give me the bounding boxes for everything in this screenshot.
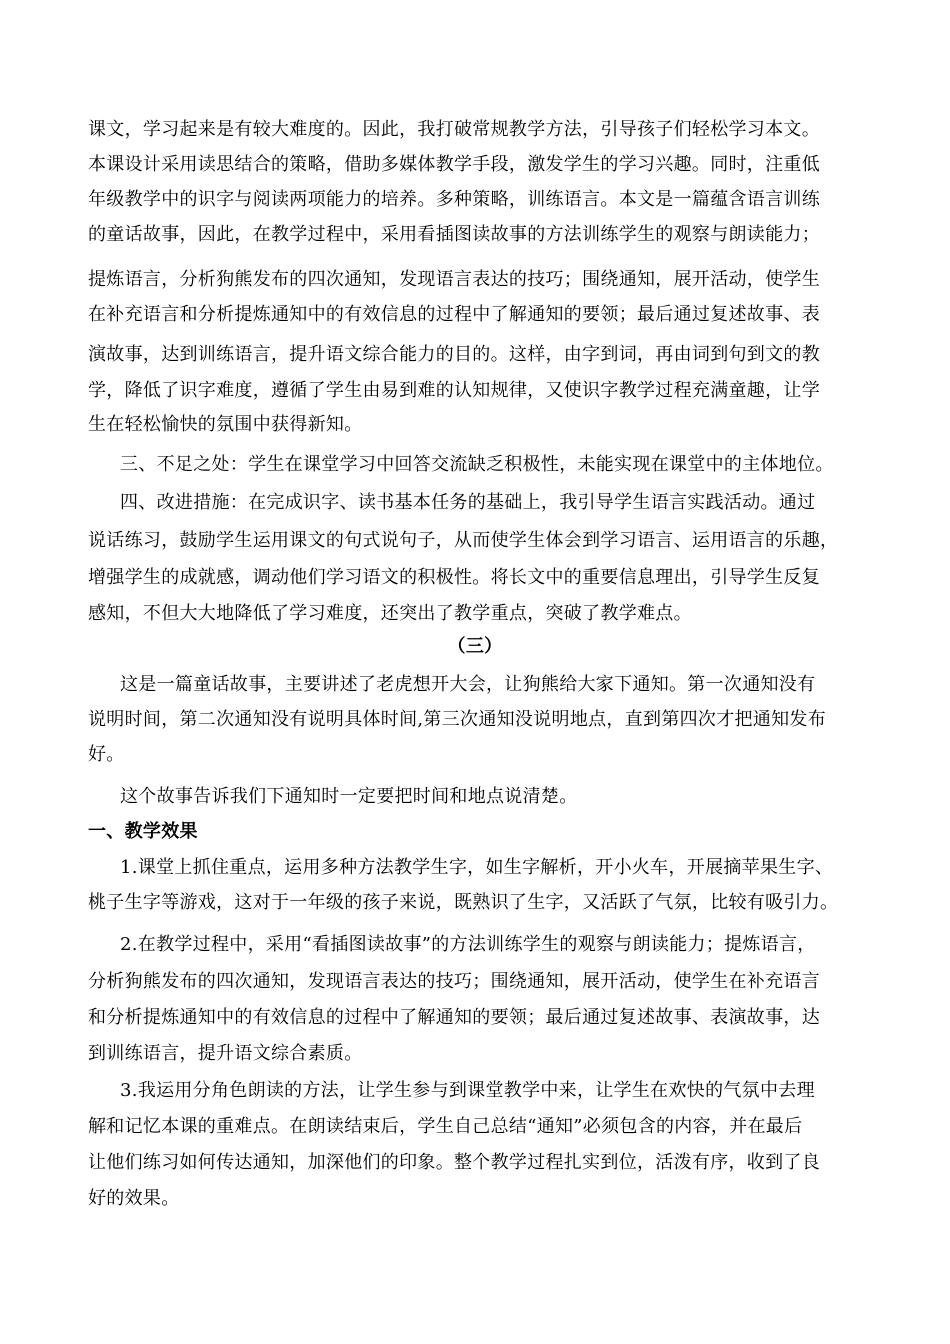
list-item-line: 1.课堂上抓住重点，运用多种方法教学生字，如生字解析，开小火车，开展摘苹果生字、 — [120, 857, 834, 878]
paragraph-line: 增强学生的成就感，调动他们学习语文的积极性。将长文中的重要信息理出，引导学生反复 — [88, 567, 820, 588]
paragraph-line: 说话练习，鼓励学生运用课文的句式说句子，从而使学生体会到学习语言、运用语言的乐趣， — [88, 530, 839, 551]
paragraph-line: 课文，学习起来是有较大难度的。因此，我打破常规教学方法，引导孩子们轻松学习本文。 — [88, 119, 820, 140]
paragraph-line: 学，降低了识字难度，遵循了学生由易到难的认知规律，又使识字教学过程充满童趣，让学 — [88, 380, 820, 401]
paragraph-line: 好。 — [88, 744, 125, 765]
list-item-line: 3.我运用分角色朗读的方法，让学生参与到课堂教学中来，让学生在欢快的气氛中去理 — [120, 1080, 815, 1101]
paragraph-line: 说明时间，第二次通知没有说明具体时间,第三次通知没说明地点，直到第四次才把通知发布 — [88, 709, 827, 730]
paragraph-line: 在补充语言和分析提炼通知中的有效信息的过程中了解通知的要领；最后通过复述故事、表 — [88, 304, 820, 325]
section-heading-teaching-effect: 一、教学效果 — [88, 821, 198, 842]
paragraph-line: 这个故事告诉我们下通知时一定要把时间和地点说清楚。 — [120, 786, 578, 807]
list-item-line: 桃子生字等游戏，这对于一年级的孩子来说，既熟识了生字，又活跃了气氛，比较有吸引力。 — [88, 892, 839, 913]
paragraph-line: 的童话故事，因此，在教学过程中，采用看插图读故事的方法训练学生的观察与朗读能力； — [88, 224, 820, 245]
paragraph-line: 本课设计采用读思结合的策略，借助多媒体教学手段，激发学生的学习兴趣。同时，注重低 — [88, 154, 820, 175]
paragraph-line: 生在轻松愉快的氛围中获得新知。 — [88, 414, 363, 435]
list-item-line: 和分析提炼通知中的有效信息的过程中了解通知的要领；最后通过复述故事、表演故事，达 — [88, 1007, 820, 1028]
list-item-line: 好的效果。 — [88, 1188, 180, 1209]
list-item-line: 解和记忆本课的重难点。在朗读结束后，学生自己总结“通知”必须包含的内容，并在最后 — [88, 1116, 803, 1137]
list-item-line: 到训练语言，提升语文综合素质。 — [88, 1043, 363, 1064]
paragraph-line: 演故事，达到训练语言，提升语文综合能力的目的。这样，由字到词，再由词到句到文的教 — [88, 344, 820, 365]
paragraph-line: 提炼语言，分析狗熊发布的四次通知，发现语言表达的技巧；围绕通知，展开活动，使学生 — [88, 269, 820, 290]
list-item-line: 分析狗熊发布的四次通知，发现语言表达的技巧；围绕通知，展开活动，使学生在补充语言 — [88, 971, 820, 992]
section-heading-shortcomings: 三、不足之处：学生在课堂学习中回答交流缺乏积极性，未能实现在课堂中的主体地位。 — [120, 454, 834, 475]
paragraph-line: 感知，不但大大地降低了学习难度，还突出了教学重点，突破了教学难点。 — [88, 603, 692, 624]
list-item-line: 2.在教学过程中，采用“看插图读故事”的方法训练学生的观察与朗读能力；提炼语言， — [120, 934, 816, 955]
part-heading: （三） — [447, 636, 503, 657]
paragraph-line: 年级教学中的识字与阅读两项能力的培养。多种策略，训练语言。本文是一篇蕴含语言训练 — [88, 189, 820, 210]
paragraph-line: 这是一篇童话故事，主要讲述了老虎想开大会，让狗熊给大家下通知。第一次通知没有 — [120, 674, 816, 695]
list-item-line: 让他们练习如何传达通知，加深他们的印象。整个教学过程扎实到位，活泼有序，收到了良 — [88, 1152, 820, 1173]
section-heading-improvements: 四、改进措施：在完成识字、读书基本任务的基础上，我引导学生语言实践活动。通过 — [120, 492, 816, 513]
